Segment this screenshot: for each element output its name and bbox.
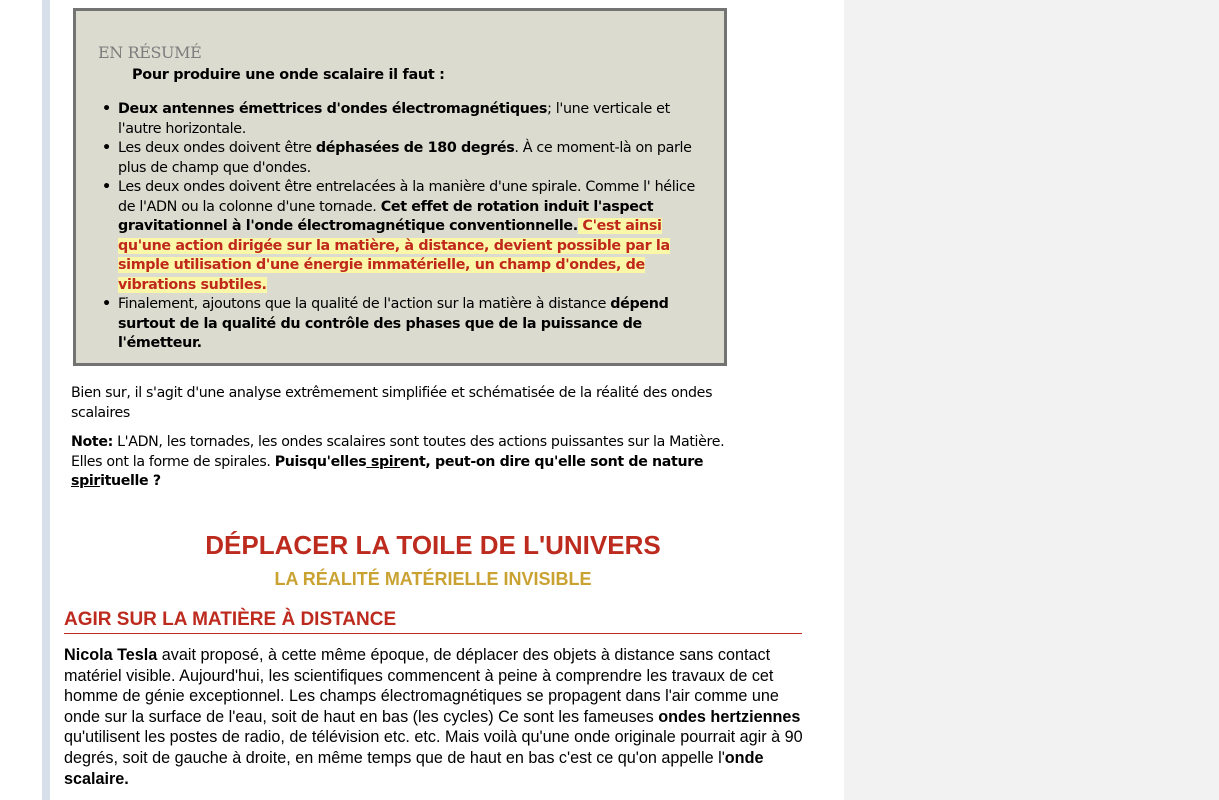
summary-list	[76, 100, 716, 354]
bullet-icon: •	[102, 101, 111, 117]
bullet-icon: •	[102, 179, 111, 195]
page-subtitle: LA RÉALITÉ MATÉRIELLE INVISIBLE	[274, 569, 592, 589]
summary-box	[73, 8, 727, 366]
highlighted-text: C'est ainsi qu'une action dirigée sur la matière, à distance, devient possible par la simple utilisation d'une énergie immatérielle, un champ d'ondes, de vibrations subtiles.	[118, 218, 670, 293]
item-bold: Cet effet de rotation induit l'aspect gravitationnel à l'onde électromagnétique conventionnelle.	[118, 198, 654, 234]
summary-label: EN RÉSUMÉ	[98, 43, 202, 62]
item-text: Finalement, ajoutons que la qualité de l'action sur la matière à distance	[118, 296, 611, 312]
item-text: . À ce moment-là on parle plus de champ que d'ondes.	[118, 140, 692, 176]
item-bold: Deux antennes émettrices d'ondes électromagnétiques	[118, 101, 548, 117]
note-label: Note:	[71, 434, 113, 450]
analysis-paragraph: Bien sur, il s'agit d'une analyse extrêmement simplifiée et schématisée de la réalité des ondes scalaires	[71, 385, 713, 421]
note-bold: Puisqu'elles	[274, 453, 367, 470]
bullet-icon: •	[102, 140, 111, 156]
note-bold: ent, peut-on dire qu'elle sont de nature	[399, 453, 704, 470]
bullet-icon: •	[102, 296, 111, 312]
body-bold: ondes hertziennes	[658, 707, 801, 726]
list-item	[76, 178, 716, 295]
note-paragraph	[71, 433, 751, 492]
item-bold: déphasées de 180 degrés	[315, 140, 515, 156]
page-title: DÉPLACER LA TOILE DE L'UNIVERS	[205, 530, 661, 560]
right-empty-pane	[844, 0, 1219, 800]
note-text: L'ADN, les tornades, les ondes scalaires sont toutes des actions puissantes sur la Matière. Elles ont la forme de spirales.	[71, 434, 725, 470]
list-item	[76, 139, 716, 178]
body-bold: Nicola Tesla	[64, 646, 158, 664]
list-item	[76, 295, 716, 354]
left-margin	[0, 0, 42, 800]
summary-heading: Pour produire une onde scalaire il faut :	[132, 67, 445, 83]
note-underlined: spir	[71, 473, 101, 489]
note-bold: ituelle ?	[100, 473, 161, 489]
item-text: Les deux ondes doivent être	[118, 140, 316, 156]
body-bold: onde scalaire.	[64, 748, 764, 788]
body-paragraph	[64, 645, 809, 789]
body-text: avait proposé, à cette même époque, de déplacer des objets à distance sans contact matériel visible. Aujourd'hui, les scientifiques commencent à peine à comprendre les travaux de cet homme de génie exceptionnel. Les champs électromagnétiques se propagent dans l'air comme une onde sur la surface de l'eau, soit de haut en bas (les cycles) Ce sont les fameuses	[64, 646, 779, 726]
item-text: Les deux ondes doivent être entrelacées à la manière d'une spirale. Comme l' hélice de l'ADN ou la colonne d'une tornade.	[118, 179, 695, 215]
item-text: ; l'une verticale et l'autre horizontale.	[118, 101, 670, 137]
left-border-stripe	[42, 0, 50, 800]
article-content	[50, 0, 844, 800]
item-bold: dépend surtout de la qualité du contrôle des phases que de la puissance de l'émetteur.	[118, 296, 669, 351]
body-text: qu'utilisent les postes de radio, de télévision etc. etc. Mais voilà qu'une onde originale pourrait agir à 90 degrés, soit de gauche à droite, en même temps que de haut en bas c'est ce qu'on appelle l'	[64, 728, 803, 767]
list-item	[76, 100, 716, 139]
section-heading: AGIR SUR LA MATIÈRE À DISTANCE	[64, 609, 802, 634]
note-underlined: spir	[366, 453, 400, 470]
